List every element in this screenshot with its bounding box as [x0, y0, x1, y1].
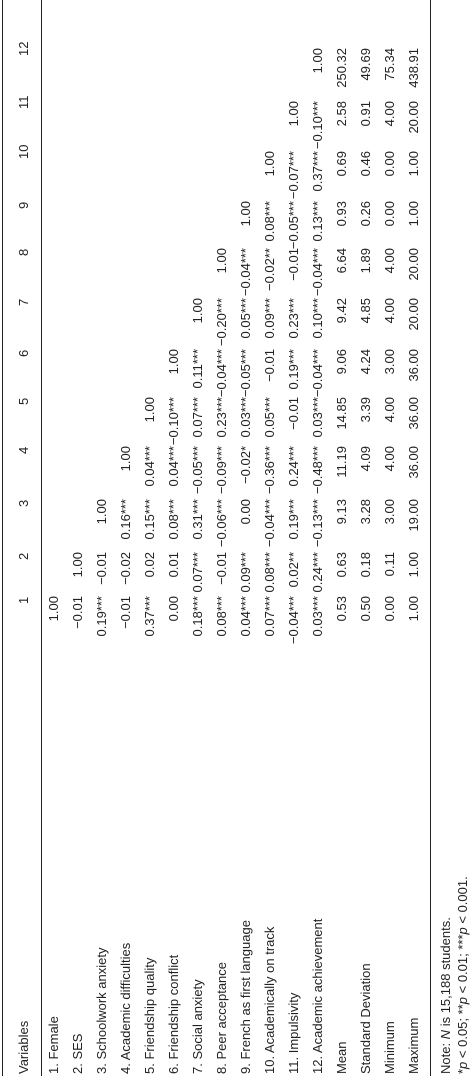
table-cell: −0.01 [118, 596, 133, 629]
column-header-9: 9 [16, 201, 31, 209]
table-cell: 4.00 [382, 248, 397, 274]
table-cell: −0.20*** [214, 298, 229, 347]
table-cell: 0.08*** [262, 201, 277, 242]
table-cell: 1.00 [406, 596, 421, 622]
table-cell: 0.19*** [94, 596, 109, 637]
table-cell: 0.02 [142, 552, 157, 578]
table-cell: 438.91 [406, 48, 421, 88]
table-cell: 0.07*** [190, 552, 205, 593]
row-label: 12. Academic achievement [310, 918, 325, 1074]
table-cell: 0.05*** [262, 397, 277, 438]
note-text: is 15,188 students. [438, 917, 453, 1030]
table-cell: 0.19*** [286, 499, 301, 540]
table-cell: 14.85 [334, 397, 349, 430]
table-cell: 0.23*** [214, 397, 229, 438]
table-cell: −0.01 [70, 596, 85, 629]
table-cell: 1.00 [406, 201, 421, 227]
table-cell: −0.01 [286, 248, 301, 281]
note-n: N [438, 1029, 453, 1040]
column-header-5: 5 [16, 397, 31, 405]
table-cell: 9.06 [334, 349, 349, 375]
table-cell: 9.42 [334, 298, 349, 324]
table-cell: 20.00 [406, 248, 421, 281]
table-cell: 20.00 [406, 298, 421, 331]
table-cell: −0.02** [262, 248, 277, 292]
table-cell: 1.00 [94, 499, 109, 525]
table-cell: 0.02** [286, 552, 301, 588]
table-cell: −0.36*** [262, 446, 277, 495]
table-cell: −0.04*** [286, 596, 301, 645]
row-label: 9. French as first language [238, 920, 253, 1074]
table-cell: 0.50 [358, 596, 373, 622]
table-cell: 4.85 [358, 298, 373, 324]
row-label: 1. Female [46, 1016, 61, 1074]
table-cell: 0.63 [334, 552, 349, 578]
table-cell: 0.10*** [310, 298, 325, 339]
table-cell: 75.34 [382, 48, 397, 81]
row-label: Minimum [382, 1021, 397, 1074]
table-cell: −0.01 [286, 397, 301, 430]
table-cell: 0.26 [358, 201, 373, 227]
row-label: 8. Peer acceptance [214, 961, 229, 1074]
table-cell: 1.00 [166, 349, 181, 375]
table-cell: 1.00 [406, 151, 421, 177]
table-cell: 4.00 [382, 446, 397, 472]
p-symbol: p [455, 927, 470, 935]
table-cell: 0.19*** [286, 349, 301, 390]
table-cell: 1.00 [238, 201, 253, 227]
table-cell: 1.00 [142, 397, 157, 423]
significance-note [454, 876, 471, 1074]
table-cell: 1.00 [262, 151, 277, 177]
table-cell: 0.00 [166, 596, 181, 622]
table-cell: 0.00 [382, 151, 397, 177]
table-cell: 3.28 [358, 499, 373, 525]
row-label: 4. Academic difficulties [118, 942, 133, 1074]
row-label: 2. SES [70, 1033, 85, 1074]
significance-stars: * [455, 1068, 470, 1074]
table-cell: 3.00 [382, 499, 397, 525]
table-cell: 0.18 [358, 552, 373, 578]
table-cell: 0.05*** [238, 298, 253, 339]
table-cell: 49.69 [358, 48, 373, 81]
column-header-3: 3 [16, 499, 31, 507]
table-cell: 0.46 [358, 151, 373, 177]
table-cell: 0.37*** [142, 596, 157, 637]
table-cell: 0.13*** [310, 201, 325, 242]
table-note [437, 917, 454, 1074]
row-label: 3. Schoolwork anxiety [94, 947, 109, 1074]
table-cell: 0.03*** [238, 397, 253, 438]
table-cell: −0.10*** [166, 397, 181, 446]
table-cell: 0.08*** [166, 499, 181, 540]
table-cell: 0.07*** [190, 397, 205, 438]
table-cell: 0.08*** [214, 596, 229, 637]
table-cell: 36.00 [406, 349, 421, 382]
table-cell: 0.31*** [190, 499, 205, 540]
table-cell: −0.01 [94, 552, 109, 585]
table-bottom-rule [430, 0, 431, 1076]
row-label: 5. Friendship quality [142, 957, 157, 1074]
column-header-11: 11 [16, 95, 31, 109]
table-cell: 0.09*** [238, 552, 253, 593]
table-cell: −0.04*** [238, 248, 253, 297]
table-cell: 1.00 [46, 596, 61, 622]
table-cell: 0.00 [382, 596, 397, 622]
table-cell: 0.24*** [286, 446, 301, 487]
p-symbol: p [455, 997, 470, 1005]
table-cell: 6.64 [334, 248, 349, 274]
table-cell: −0.04*** [214, 349, 229, 398]
table-cell: 0.00 [238, 499, 253, 525]
table-cell: −0.07*** [286, 151, 301, 200]
table-cell: 0.24*** [310, 552, 325, 593]
table-cell: 0.23*** [286, 298, 301, 339]
row-label: 7. Social anxiety [190, 979, 205, 1074]
p-symbol: p [455, 1061, 470, 1069]
table-cell: 36.00 [406, 397, 421, 430]
table-cell: 1.00 [286, 101, 301, 127]
table-cell: −0.10*** [310, 101, 325, 150]
row-label: Maximum [406, 1017, 421, 1074]
significance-stars: ** [455, 1004, 470, 1015]
table-cell: 3.39 [358, 397, 373, 423]
row-label: Standard Deviation [358, 963, 373, 1074]
column-header-8: 8 [16, 248, 31, 256]
note-prefix: Note: [438, 1039, 453, 1074]
table-cell: 0.01 [166, 552, 181, 578]
table-cell: −0.06*** [214, 499, 229, 548]
table-cell: 0.11 [382, 552, 397, 577]
table-cell: −0.09*** [214, 446, 229, 495]
table-cell: 0.93 [334, 201, 349, 227]
table-cell: 0.08*** [262, 552, 277, 593]
table-cell: −0.05*** [238, 349, 253, 398]
table-cell: 1.00 [118, 446, 133, 472]
table-cell: 0.37*** [310, 151, 325, 192]
table-cell: 19.00 [406, 499, 421, 532]
table-cell: −0.02* [238, 446, 253, 484]
table-cell: 4.00 [382, 298, 397, 324]
table-cell: 250.32 [334, 48, 349, 88]
table-cell: 11.19 [334, 446, 349, 478]
table-cell: 0.04*** [238, 596, 253, 637]
table-cell: 2.58 [334, 101, 349, 127]
column-header-10: 10 [16, 144, 31, 159]
table-cell: −0.48*** [310, 446, 325, 495]
table-cell: 0.11*** [190, 349, 205, 389]
row-label: 11. Impulsivity [286, 992, 301, 1074]
table-cell: 0.91 [358, 101, 373, 127]
table-cell: 4.09 [358, 446, 373, 472]
table-cell: 1.00 [70, 552, 85, 578]
table-cell: −0.05*** [190, 446, 205, 495]
table-cell: 0.04*** [166, 446, 181, 487]
column-header-4: 4 [16, 446, 31, 454]
table-cell: −0.01 [262, 349, 277, 382]
table-cell: 0.53 [334, 596, 349, 622]
table-cell: 1.00 [310, 48, 325, 74]
table-cell: 0.69 [334, 151, 349, 177]
table-cell: 3.00 [382, 349, 397, 375]
table-cell: 0.09*** [262, 298, 277, 339]
table-cell: −0.01 [214, 552, 229, 585]
column-header-1: 1 [16, 596, 31, 604]
row-label: 10. Academically on track [262, 926, 277, 1074]
table-cell: 1.00 [214, 248, 229, 274]
table-cell: −0.04*** [310, 349, 325, 398]
table-cell: 0.03*** [310, 397, 325, 438]
column-header-2: 2 [16, 552, 31, 560]
table-cell: 0.18*** [190, 596, 205, 637]
table-cell: 1.00 [190, 298, 205, 324]
table-cell: 0.04*** [142, 446, 157, 487]
table-cell: 4.24 [358, 349, 373, 375]
column-header-6: 6 [16, 349, 31, 357]
significance-threshold: < 0.01; [455, 949, 470, 997]
table-cell: −0.04*** [262, 499, 277, 548]
table-cell: 4.00 [382, 397, 397, 423]
table-cell: 36.00 [406, 446, 421, 479]
table-cell: 1.00 [406, 552, 421, 578]
table-cell: 0.15*** [142, 499, 157, 540]
significance-threshold: < 0.001. [455, 876, 470, 928]
table-cell: 0.16*** [118, 499, 133, 540]
table-cell: −0.13*** [310, 499, 325, 548]
table-cell: 20.00 [406, 101, 421, 134]
table-cell: 1.89 [358, 248, 373, 274]
table-cell: 4.00 [382, 101, 397, 127]
table-cell: −0.02 [118, 552, 133, 585]
row-label: 6. Friendship conflict [166, 954, 181, 1074]
column-header-7: 7 [16, 298, 31, 306]
table-cell: 9.13 [334, 499, 349, 525]
significance-stars: *** [455, 934, 470, 950]
table-cell: −0.04*** [310, 248, 325, 297]
column-header-12: 12 [16, 41, 31, 56]
row-label: Mean [334, 1041, 349, 1074]
variables-header: Variables [16, 1020, 31, 1074]
header-rule [41, 0, 42, 1076]
table-cell: 0.00 [382, 201, 397, 227]
table-top-rule [2, 0, 3, 1076]
table-cell: −0.05*** [286, 201, 301, 250]
table-cell: 0.03*** [310, 596, 325, 637]
significance-threshold: < 0.05; [455, 1014, 470, 1062]
table-cell: 0.07*** [262, 596, 277, 637]
